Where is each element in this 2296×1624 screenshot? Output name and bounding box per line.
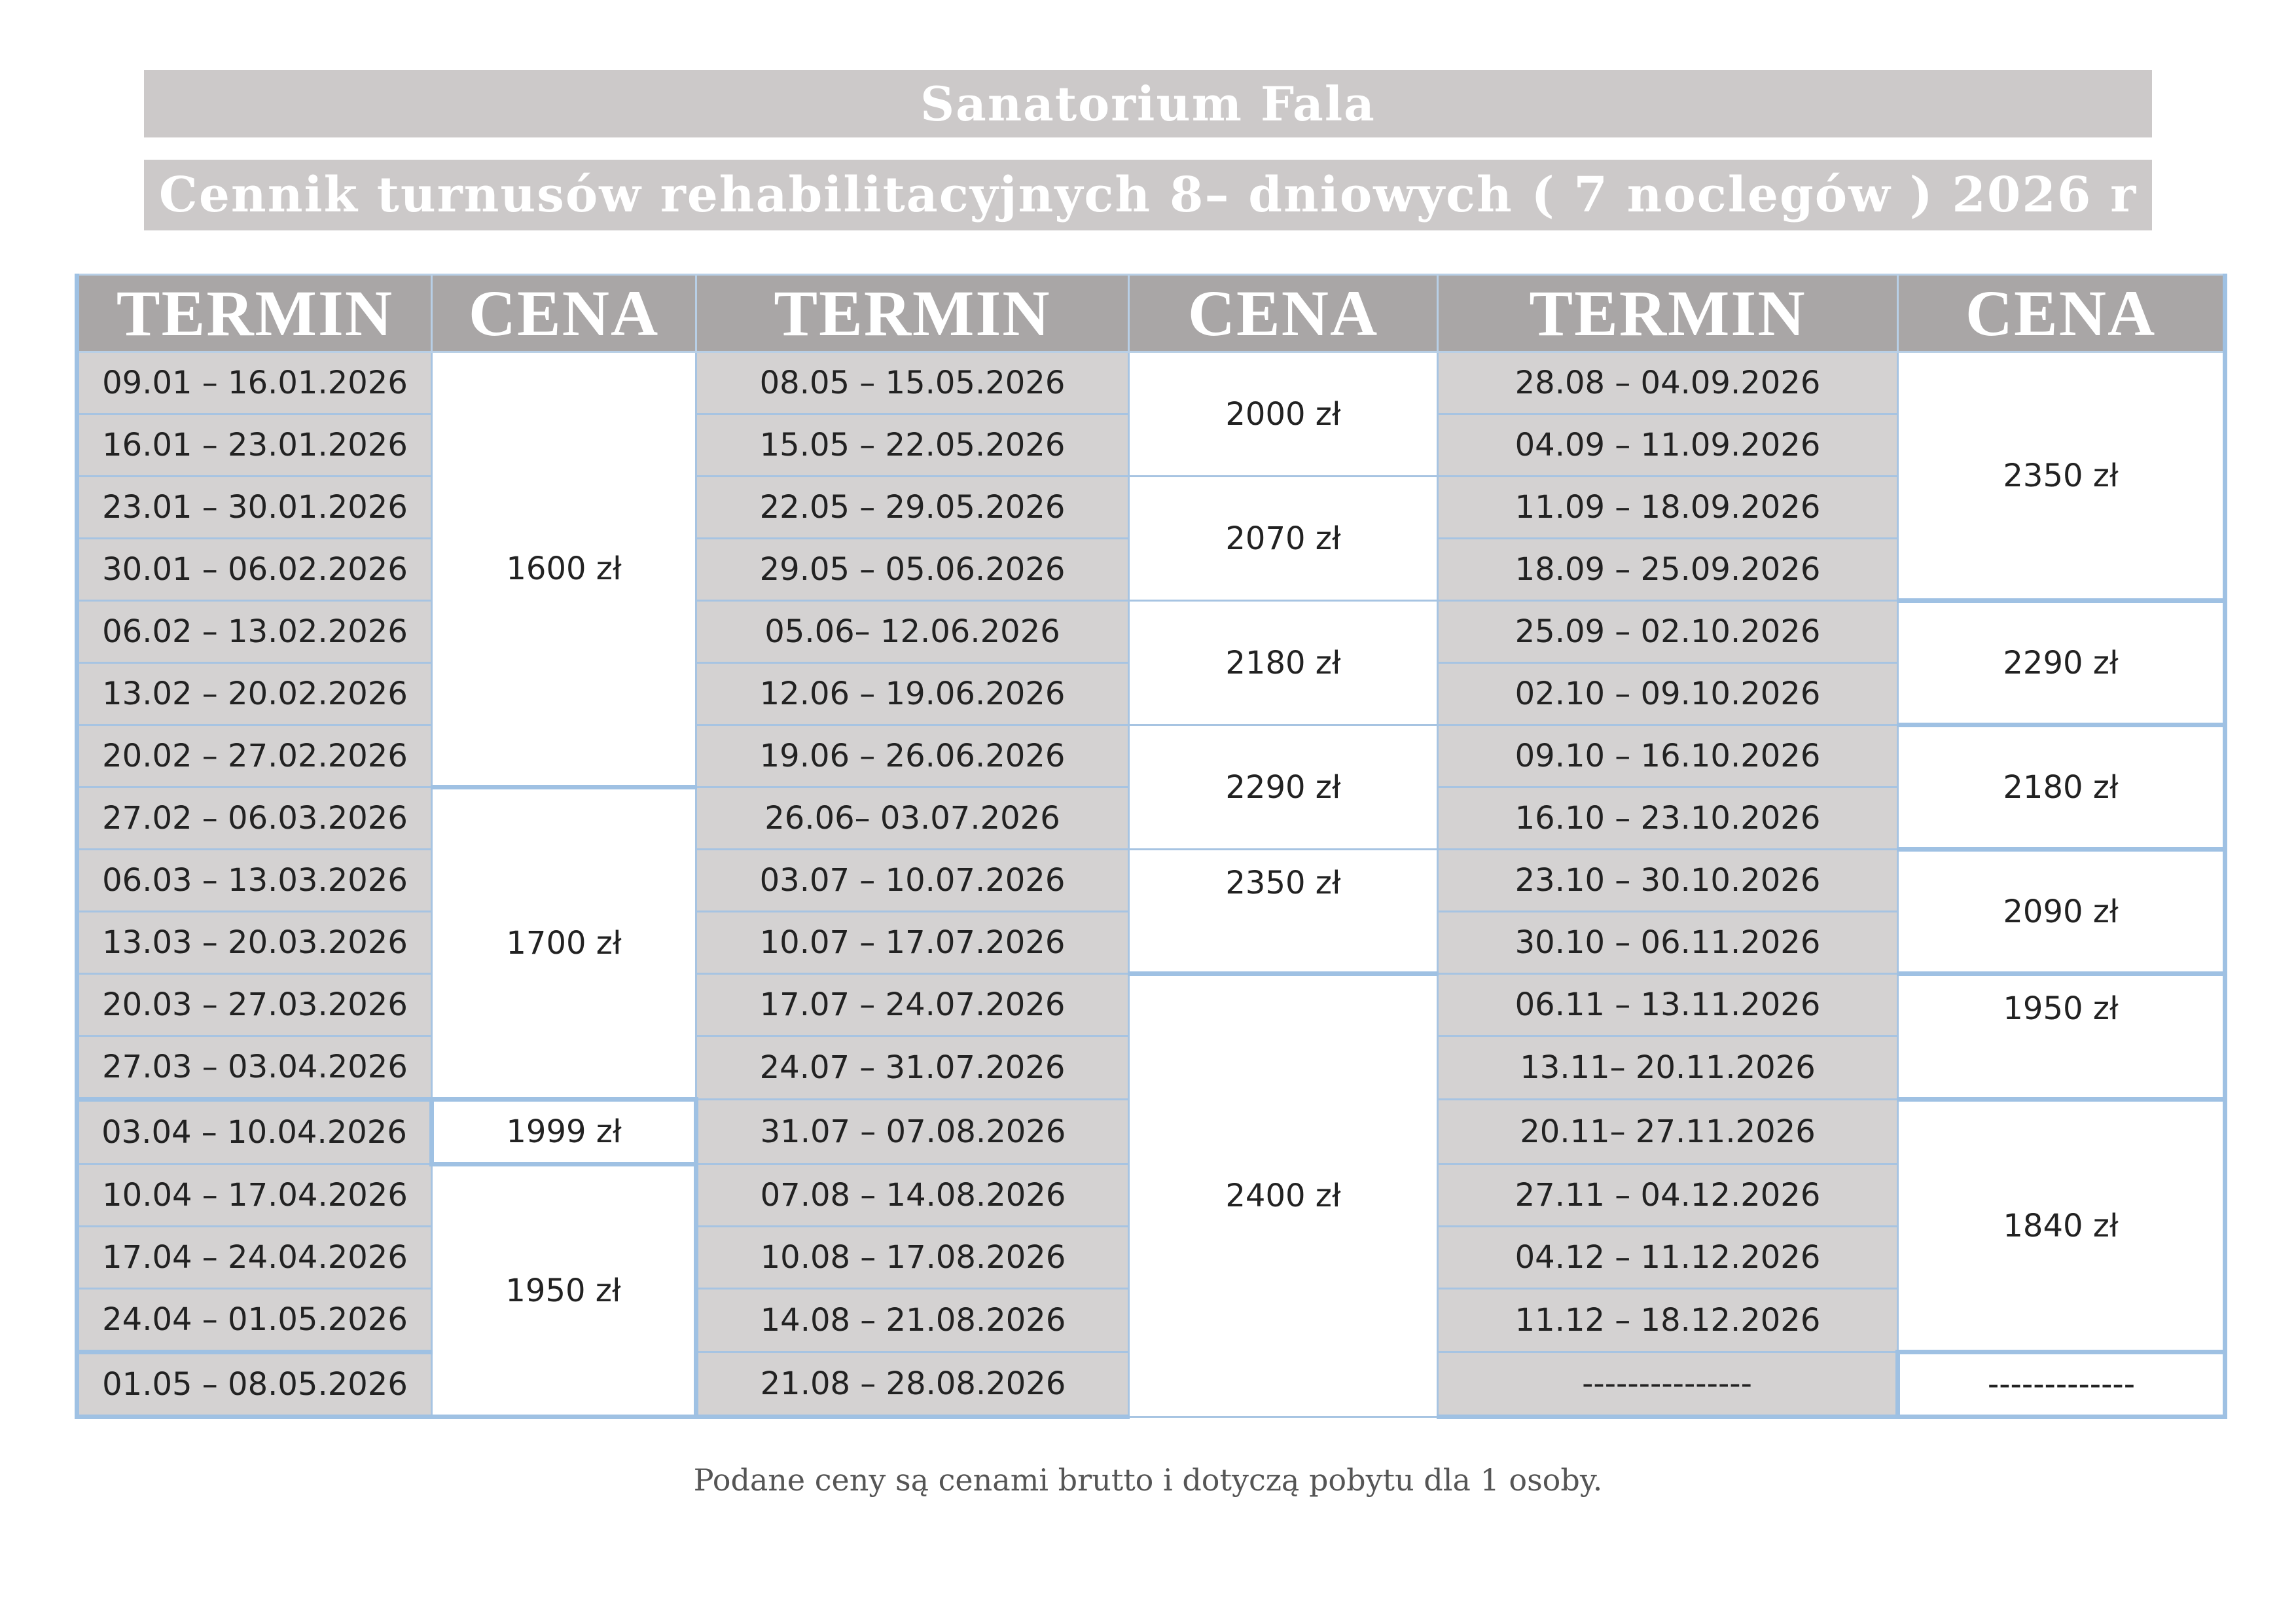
term-cell: 21.08 – 28.08.2026 <box>696 1352 1129 1417</box>
term-cell: 15.05 – 22.05.2026 <box>696 414 1129 477</box>
price-cell: 2180 zł <box>1129 601 1438 725</box>
table-row <box>77 725 2225 787</box>
term-cell: 27.02 – 06.03.2026 <box>77 787 432 850</box>
term-cell: 04.12 – 11.12.2026 <box>1438 1227 1898 1289</box>
term-cell: 30.10 – 06.11.2026 <box>1438 912 1898 974</box>
term-cell: 17.07 – 24.07.2026 <box>696 974 1129 1036</box>
term-cell: 03.04 – 10.04.2026 <box>77 1100 432 1164</box>
term-cell: 20.11– 27.11.2026 <box>1438 1100 1898 1164</box>
term-cell: 02.10 – 09.10.2026 <box>1438 663 1898 725</box>
term-cell: 30.01 – 06.02.2026 <box>77 539 432 601</box>
term-cell: 18.09 – 25.09.2026 <box>1438 539 1898 601</box>
term-cell: 10.07 – 17.07.2026 <box>696 912 1129 974</box>
table-row <box>77 850 2225 912</box>
term-cell: --------------- <box>1438 1352 1898 1417</box>
term-cell: 19.06 – 26.06.2026 <box>696 725 1129 787</box>
term-cell: 20.03 – 27.03.2026 <box>77 974 432 1036</box>
term-cell: 10.04 – 17.04.2026 <box>77 1164 432 1227</box>
page-subtitle: Cennik turnusów rehabilitacyjnych 8– dniowych ( 7 noclegów ) 2026 r <box>144 160 2152 230</box>
price-cell: 1950 zł <box>1898 974 2225 1100</box>
term-cell: 13.03 – 20.03.2026 <box>77 912 432 974</box>
price-cell: 2400 zł <box>1129 974 1438 1417</box>
term-cell: 20.02 – 27.02.2026 <box>77 725 432 787</box>
term-cell: 08.05 – 15.05.2026 <box>696 352 1129 414</box>
term-cell: 24.07 – 31.07.2026 <box>696 1036 1129 1100</box>
term-cell: 13.02 – 20.02.2026 <box>77 663 432 725</box>
term-cell: 28.08 – 04.09.2026 <box>1438 352 1898 414</box>
term-cell: 07.08 – 14.08.2026 <box>696 1164 1129 1227</box>
term-cell: 31.07 – 07.08.2026 <box>696 1100 1129 1164</box>
price-cell: ------------- <box>1898 1352 2225 1417</box>
term-cell: 27.11 – 04.12.2026 <box>1438 1164 1898 1227</box>
term-cell: 06.03 – 13.03.2026 <box>77 850 432 912</box>
price-cell: 2000 zł <box>1129 352 1438 477</box>
price-cell: 1840 zł <box>1898 1100 2225 1352</box>
term-cell: 10.08 – 17.08.2026 <box>696 1227 1129 1289</box>
term-cell: 09.10 – 16.10.2026 <box>1438 725 1898 787</box>
term-cell: 11.12 – 18.12.2026 <box>1438 1289 1898 1352</box>
header-termin-2: TERMIN <box>696 275 1129 352</box>
price-cell: 1950 zł <box>432 1164 696 1417</box>
header-cena-1: CENA <box>432 275 696 352</box>
term-cell: 06.02 – 13.02.2026 <box>77 601 432 663</box>
price-cell: 2350 zł <box>1898 352 2225 601</box>
term-cell: 22.05 – 29.05.2026 <box>696 477 1129 539</box>
header-termin-3: TERMIN <box>1438 275 1898 352</box>
term-cell: 14.08 – 21.08.2026 <box>696 1289 1129 1352</box>
term-cell: 11.09 – 18.09.2026 <box>1438 477 1898 539</box>
term-cell: 26.06– 03.07.2026 <box>696 787 1129 850</box>
term-cell: 03.07 – 10.07.2026 <box>696 850 1129 912</box>
term-cell: 16.01 – 23.01.2026 <box>77 414 432 477</box>
footnote: Podane ceny są cenami brutto i dotyczą pobytu dla 1 osoby. <box>693 1462 1603 1498</box>
term-cell: 01.05 – 08.05.2026 <box>77 1352 432 1417</box>
price-cell: 2070 zł <box>1129 477 1438 601</box>
price-table <box>75 274 2227 1419</box>
term-cell: 27.03 – 03.04.2026 <box>77 1036 432 1100</box>
term-cell: 06.11 – 13.11.2026 <box>1438 974 1898 1036</box>
table-row <box>77 352 2225 414</box>
price-cell: 2350 zł <box>1129 850 1438 974</box>
term-cell: 16.10 – 23.10.2026 <box>1438 787 1898 850</box>
price-cell: 1700 zł <box>432 787 696 1100</box>
term-cell: 25.09 – 02.10.2026 <box>1438 601 1898 663</box>
term-cell: 12.06 – 19.06.2026 <box>696 663 1129 725</box>
price-cell: 2090 zł <box>1898 850 2225 974</box>
page-title: Sanatorium Fala <box>144 70 2152 137</box>
table-header-row <box>77 275 2225 352</box>
term-cell: 04.09 – 11.09.2026 <box>1438 414 1898 477</box>
term-cell: 17.04 – 24.04.2026 <box>77 1227 432 1289</box>
table-row <box>77 601 2225 663</box>
price-cell: 1600 zł <box>432 352 696 787</box>
term-cell: 29.05 – 05.06.2026 <box>696 539 1129 601</box>
term-cell: 13.11– 20.11.2026 <box>1438 1036 1898 1100</box>
table-row <box>77 974 2225 1036</box>
price-cell: 1999 zł <box>432 1100 696 1164</box>
price-cell: 2290 zł <box>1129 725 1438 850</box>
header-termin-1: TERMIN <box>77 275 432 352</box>
term-cell: 23.01 – 30.01.2026 <box>77 477 432 539</box>
term-cell: 23.10 – 30.10.2026 <box>1438 850 1898 912</box>
term-cell: 09.01 – 16.01.2026 <box>77 352 432 414</box>
term-cell: 05.06– 12.06.2026 <box>696 601 1129 663</box>
header-cena-2: CENA <box>1129 275 1438 352</box>
price-cell: 2180 zł <box>1898 725 2225 850</box>
header-cena-3: CENA <box>1898 275 2225 352</box>
term-cell: 24.04 – 01.05.2026 <box>77 1289 432 1352</box>
price-cell: 2290 zł <box>1898 601 2225 725</box>
